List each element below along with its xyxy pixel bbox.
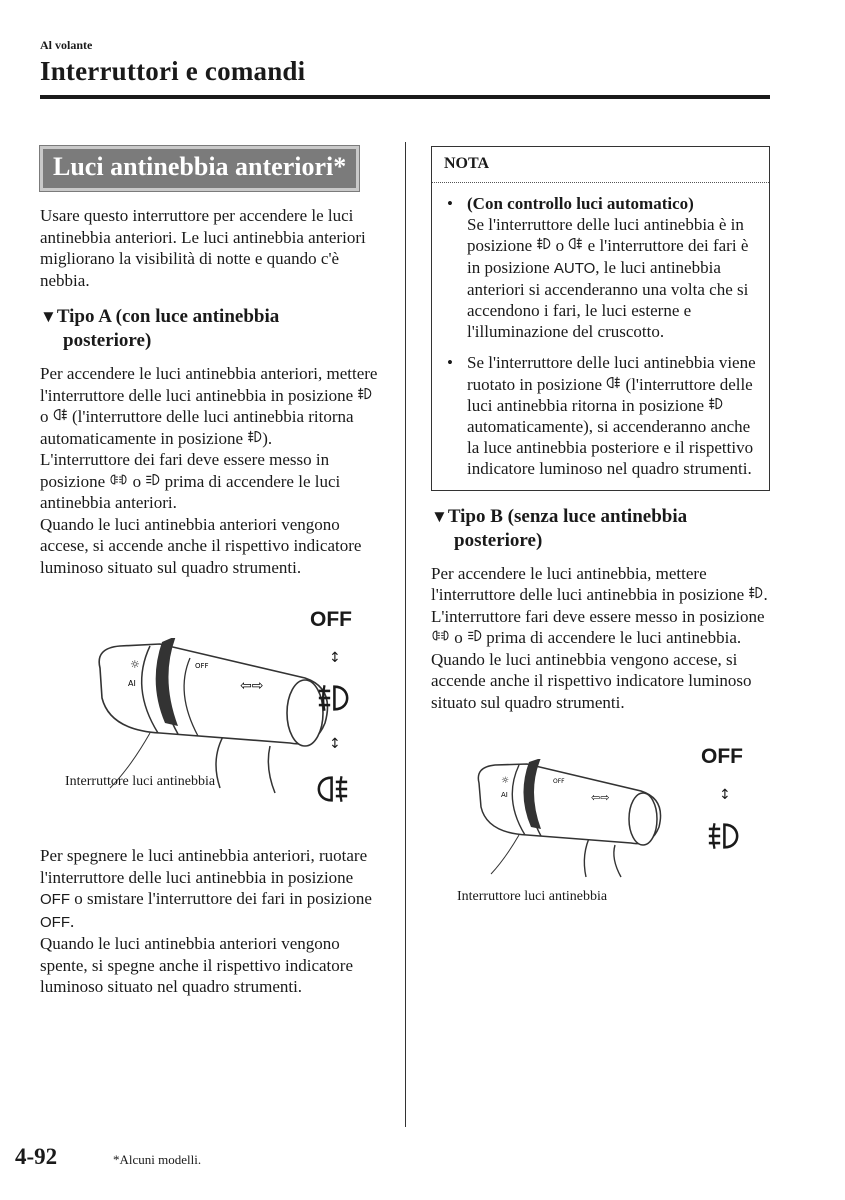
- type-a-paragraph-3: Quando le luci antinebbia anteriori vengono accese, si accende anche il rispettivo indicatore luminoso situato sul quadro strumenti.: [40, 514, 362, 577]
- svg-text:AI: AI: [501, 791, 508, 800]
- rear-fog-icon: [53, 407, 68, 422]
- figure-type-a: [40, 598, 380, 823]
- page-number: 4-92: [15, 1144, 58, 1169]
- front-fog-icon: [706, 819, 740, 853]
- rear-fog-icon: [606, 375, 621, 390]
- fog-switch-illustration: [471, 759, 671, 879]
- column-divider: [405, 142, 406, 1127]
- section-label: Al volante: [40, 38, 93, 52]
- note-body: [432, 183, 769, 490]
- svg-text:⇦⇨: ⇦⇨: [240, 678, 264, 694]
- svg-text:⇦⇨: ⇦⇨: [591, 791, 610, 805]
- triangle-icon: ▼: [431, 506, 448, 526]
- up-down-arrow-icon: ↕: [329, 736, 341, 752]
- turn-off-paragraph-2: Quando le luci antinebbia anteriori vengono spente, si spegne anche il rispettivo indicatore luminoso situato nel quadro strumenti.: [40, 934, 353, 996]
- svg-text:AI: AI: [128, 679, 136, 688]
- figure-type-b: [431, 739, 771, 914]
- front-fog-icon: [748, 585, 763, 600]
- rear-fog-icon: [316, 772, 350, 806]
- figure-b-caption: Interruttore luci antinebbia: [457, 889, 608, 905]
- front-fog-icon: [536, 236, 551, 251]
- front-fog-icon: [316, 681, 350, 715]
- type-a-heading-line2: posteriore): [63, 330, 152, 351]
- bullet-icon: •: [447, 353, 453, 373]
- svg-text:OFF: OFF: [195, 662, 209, 670]
- type-a-heading: [40, 305, 380, 353]
- front-fog-icon: [357, 386, 372, 401]
- off-label: OFF: [701, 745, 743, 769]
- triangle-icon: ▼: [40, 307, 57, 326]
- type-a-heading-line1: Tipo A (con luce antinebbia: [56, 306, 280, 327]
- type-a-paragraph-1: Per accendere le luci antinebbia anteriori, mettere l'interruttore delle luci antinebbia in posizione o (l'interruttore delle luci antinebbia ritorna automaticamente in posizione ).: [40, 364, 378, 448]
- up-down-arrow-icon: ↕: [329, 650, 341, 666]
- footnote: *Alcuni modelli.: [113, 1152, 202, 1167]
- type-b-heading-line1: Tipo B (senza luce antinebbia: [447, 505, 688, 527]
- type-a-paragraph-2: L'interruttore dei fari deve essere messo in posizione o prima di accendere le luci antinebbia anteriori.: [40, 450, 341, 512]
- intro-paragraph: Usare questo interruttore per accendere le luci antinebbia anteriori. Le luci antinebbia anteriori migliorano la visibilità di notte e quando c'è nebbia.: [40, 206, 366, 290]
- note-item: • (Con controllo luci automatico) Se l'interruttore delle luci antinebbia è in posizione o e l'interruttore dei fari è in posizione AUTO, le luci antinebbia anteriori si accenderanno una volta che si accendono i fari, le luci esterne e l'illuminazione del cruscotto.: [447, 194, 749, 342]
- note-box: [431, 146, 770, 491]
- front-fog-icon: [247, 429, 262, 444]
- front-fog-icon: [708, 396, 723, 411]
- off-label: OFF: [310, 608, 352, 631]
- type-b-paragraph-3: Quando le luci antinebbia vengono accese, si accende anche il rispettivo indicatore luminoso situato sul quadro strumenti.: [431, 649, 752, 712]
- turn-off-paragraph-1: Per spegnere le luci antinebbia anteriori, ruotare l'interruttore delle luci antinebbia in posizione OFF o smistare l'interruttore dei fari in posizione OFF.: [40, 846, 372, 931]
- section-heading: Luci antinebbia anteriori*: [40, 146, 359, 191]
- note-title: NOTA: [432, 147, 769, 183]
- svg-text:OFF: OFF: [553, 778, 565, 786]
- svg-text:☼: ☼: [130, 658, 140, 671]
- note-item: • Se l'interruttore delle luci antinebbia viene ruotato in posizione (l'interruttore delle luci antinebbia ritorna in posizione automaticamente), si accenderanno anche la luce antinebbia posteriore e il rispettivo indicatore luminoso nel quadro strumenti.: [447, 353, 756, 479]
- bullet-icon: •: [447, 194, 453, 213]
- svg-text:☼: ☼: [501, 776, 510, 787]
- rear-fog-icon: [568, 236, 583, 251]
- right-column: [431, 146, 771, 914]
- type-b-paragraph-2: L'interruttore fari deve essere messo in posizione o prima di accendere le luci antinebbia.: [431, 606, 765, 648]
- headlight-icon: [467, 628, 482, 643]
- type-b-heading: [431, 505, 771, 553]
- parking-lights-icon: [431, 628, 450, 643]
- up-down-arrow-icon: ↕: [719, 787, 731, 804]
- page-title: Interruttori e comandi: [40, 56, 306, 86]
- title-rule: [40, 95, 770, 99]
- headlight-icon: [145, 472, 160, 487]
- type-b-paragraph-1: Per accendere le luci antinebbia, mettere l'interruttore delle luci antinebbia in posizione .: [431, 563, 768, 605]
- parking-lights-icon: [109, 472, 128, 487]
- left-column: [40, 146, 380, 998]
- type-b-heading-line2: posteriore): [454, 529, 543, 551]
- figure-a-caption: Interruttore luci antinebbia: [65, 774, 216, 789]
